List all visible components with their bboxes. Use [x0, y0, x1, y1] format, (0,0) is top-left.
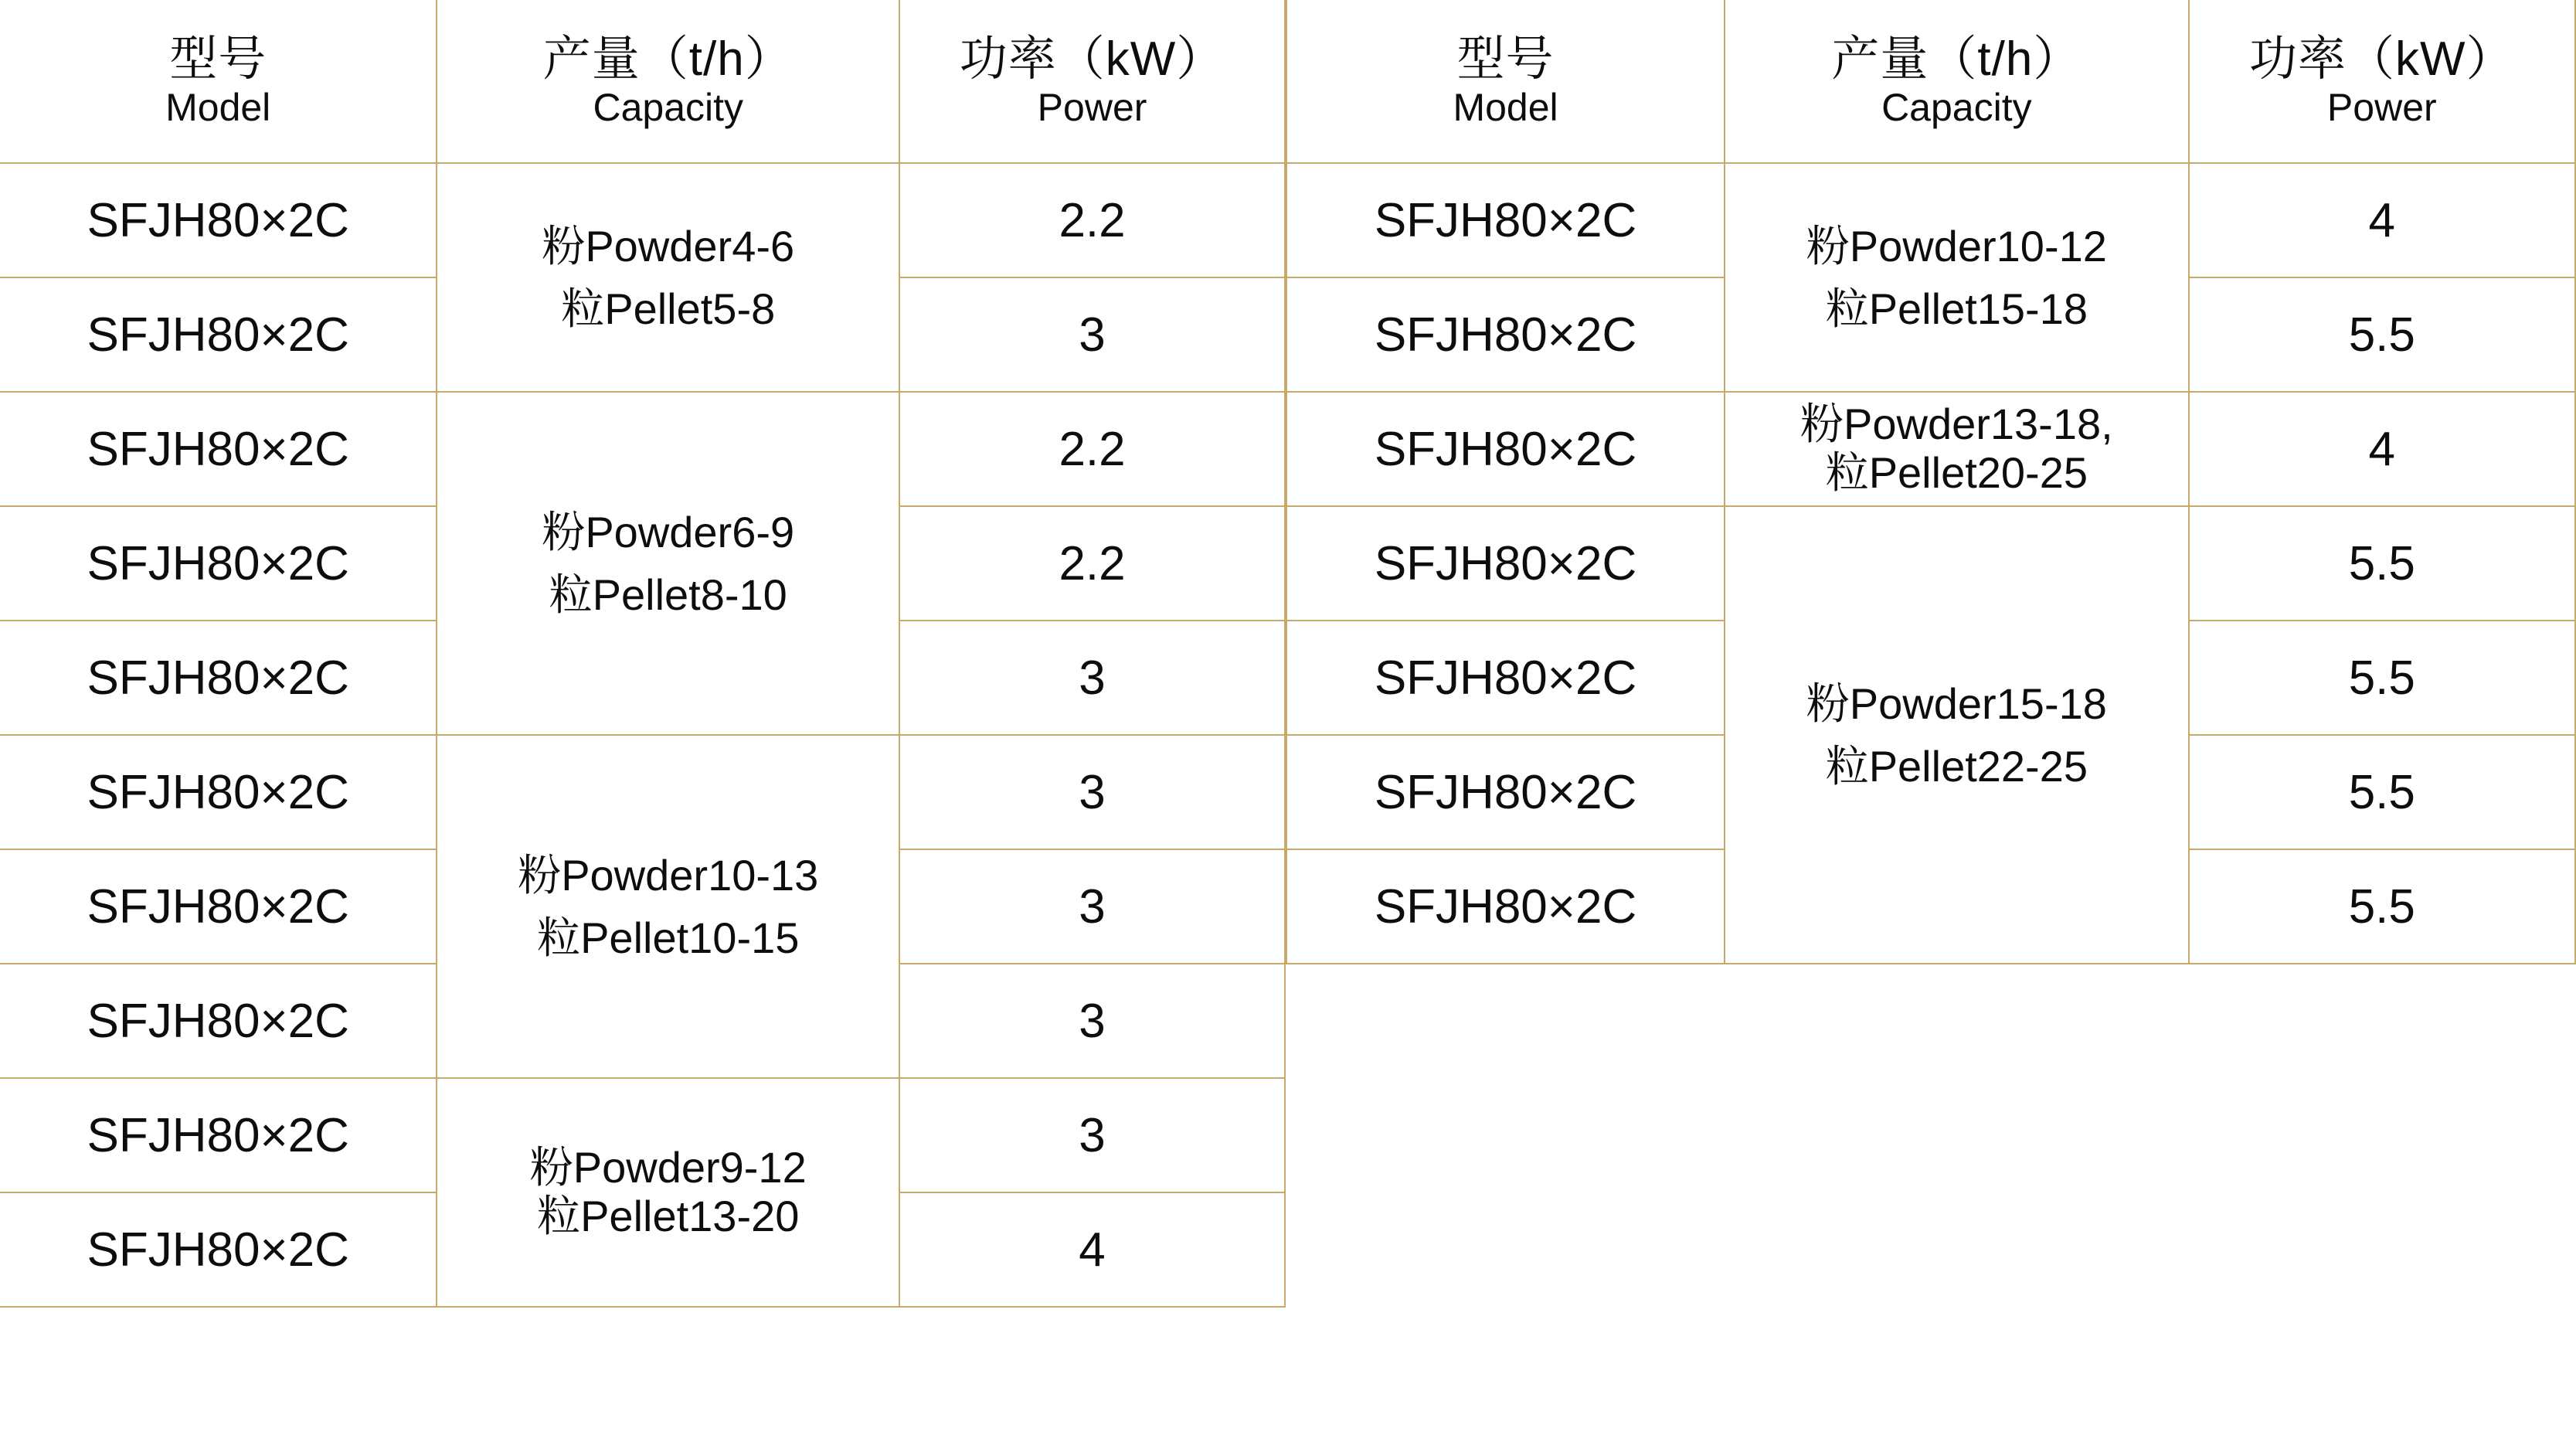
- table-row: [1286, 392, 2575, 506]
- table-row: [0, 1078, 1285, 1192]
- cell-model: SFJH80×2C: [0, 964, 437, 1078]
- cell-power: 2.2: [899, 163, 1285, 277]
- cell-power: 4: [899, 1192, 1285, 1307]
- capacity-powder-line: 粉Powder10-12: [1806, 221, 2107, 270]
- capacity-powder-line: 粉Powder10-13: [518, 850, 819, 900]
- capacity-pellet-line: 粒Pellet8-10: [549, 570, 787, 619]
- cell-power: 3: [899, 1078, 1285, 1192]
- cell-power: 3: [899, 621, 1285, 735]
- cell-capacity: [437, 1078, 899, 1307]
- cell-model: SFJH80×2C: [0, 277, 437, 392]
- cell-power: 3: [899, 849, 1285, 964]
- column-header-power: [2189, 0, 2575, 163]
- column-header-capacity-en: Capacity: [1881, 86, 2032, 130]
- header-row: [0, 0, 1285, 163]
- cell-model: SFJH80×2C: [1286, 277, 1725, 392]
- column-header-power: [899, 0, 1285, 163]
- capacity-powder-line: 粉Powder4-6: [542, 221, 795, 270]
- cell-model: SFJH80×2C: [0, 621, 437, 735]
- table-row: [0, 735, 1285, 849]
- table-row: [1286, 506, 2575, 621]
- column-header-capacity-en: Capacity: [593, 86, 743, 130]
- capacity-powder-line: 粉Powder9-12: [529, 1143, 807, 1192]
- cell-power: 5.5: [2189, 621, 2575, 735]
- header-row: [1286, 0, 2575, 163]
- cell-model: SFJH80×2C: [0, 1192, 437, 1307]
- cell-model: SFJH80×2C: [1286, 163, 1725, 277]
- cell-model: SFJH80×2C: [0, 849, 437, 964]
- cell-model: SFJH80×2C: [0, 392, 437, 506]
- capacity-pellet-line: 粒Pellet10-15: [537, 913, 800, 962]
- cell-power: 2.2: [899, 506, 1285, 621]
- cell-model: SFJH80×2C: [0, 163, 437, 277]
- cell-model: SFJH80×2C: [1286, 621, 1725, 735]
- cell-model: SFJH80×2C: [1286, 849, 1725, 964]
- cell-power: 4: [2189, 163, 2575, 277]
- column-header-power-en: Power: [2326, 86, 2437, 130]
- column-header-model-cn: 型号: [169, 32, 267, 87]
- cell-model: SFJH80×2C: [0, 506, 437, 621]
- table-body-right: [1286, 163, 2575, 964]
- cell-power: 3: [899, 735, 1285, 849]
- cell-power: 5.5: [2189, 506, 2575, 621]
- cell-power: 5.5: [2189, 849, 2575, 964]
- cell-power: 4: [2189, 392, 2575, 506]
- column-header-power-en: Power: [1037, 86, 1147, 130]
- table-header-left: [0, 0, 1285, 163]
- cell-model: SFJH80×2C: [0, 735, 437, 849]
- capacity-powder-line: 粉Powder6-9: [542, 507, 795, 556]
- table-body-left: [0, 163, 1285, 1307]
- column-header-model: [1286, 0, 1725, 163]
- capacity-pellet-line: 粒Pellet22-25: [1825, 742, 2088, 791]
- capacity-pellet-line: 粒Pellet15-18: [1825, 284, 2088, 333]
- column-header-capacity: [437, 0, 899, 163]
- cell-model: SFJH80×2C: [1286, 392, 1725, 506]
- cell-model: SFJH80×2C: [1286, 735, 1725, 849]
- column-header-capacity-cn: 产量（t/h）: [542, 32, 794, 87]
- column-header-power-cn: 功率（kW）: [959, 32, 1225, 87]
- table-row: [0, 392, 1285, 506]
- cell-power: 5.5: [2189, 735, 2575, 849]
- table-row: [0, 163, 1285, 277]
- cell-capacity: [437, 735, 899, 1078]
- capacity-pellet-line: 粒Pellet13-20: [537, 1192, 800, 1240]
- cell-capacity: [437, 163, 899, 392]
- cell-power: 5.5: [2189, 277, 2575, 392]
- column-header-model-en: Model: [1453, 86, 1558, 130]
- column-header-model-cn: 型号: [1456, 32, 1555, 87]
- capacity-pellet-line: 粒Pellet20-25: [1825, 448, 2088, 497]
- spec-table-right: [1286, 0, 2576, 964]
- cell-power: 2.2: [899, 392, 1285, 506]
- column-header-model-en: Model: [165, 86, 271, 130]
- capacity-pellet-line: 粒Pellet5-8: [561, 284, 776, 333]
- cell-capacity: [1725, 163, 2188, 392]
- cell-model: SFJH80×2C: [0, 1078, 437, 1192]
- column-header-capacity: [1725, 0, 2188, 163]
- column-header-power-cn: 功率（kW）: [2249, 32, 2515, 87]
- table-header-right: [1286, 0, 2575, 163]
- cell-power: 3: [899, 964, 1285, 1078]
- cell-capacity: [437, 392, 899, 735]
- cell-model: SFJH80×2C: [1286, 506, 1725, 621]
- capacity-powder-line: 粉Powder15-18: [1806, 679, 2107, 728]
- spec-table-left: [0, 0, 1286, 1308]
- capacity-powder-line: 粉Powder13-18,: [1800, 400, 2113, 449]
- column-header-model: [0, 0, 437, 163]
- column-header-capacity-cn: 产量（t/h）: [1831, 32, 2082, 87]
- cell-capacity: [1725, 392, 2188, 506]
- table-row: [1286, 163, 2575, 277]
- cell-capacity: [1725, 506, 2188, 964]
- cell-power: 3: [899, 277, 1285, 392]
